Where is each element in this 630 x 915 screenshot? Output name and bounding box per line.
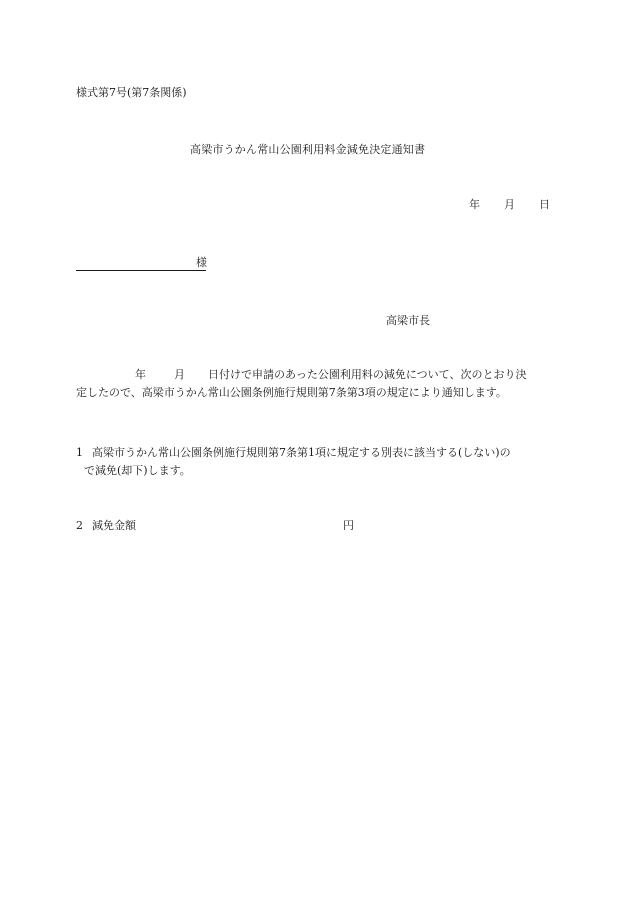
list-item xyxy=(76,444,554,480)
date-day-label: 日 xyxy=(539,198,550,211)
exemption-amount-unit: 円 xyxy=(343,519,354,532)
item-text-line1: 高梁市うかん常山公園条例施行規則第7条第1項に規定する別表に該当する(しない)の xyxy=(92,446,511,459)
body-text-line1: 日付けで申請のあった公園利用料の減免について、次のとおり決 xyxy=(208,368,527,381)
addressee-honorific: 様 xyxy=(196,256,207,269)
document-title: 高梁市うかん常山公園利用料金減免決定通知書 xyxy=(190,143,426,156)
list-item xyxy=(76,519,136,532)
date-month-label: 月 xyxy=(504,198,515,211)
exemption-amount-label: 減免金額 xyxy=(92,519,136,532)
addressee-name-line xyxy=(76,256,206,271)
item-text-line2: で減免(却下)します。 xyxy=(84,464,191,477)
date-year-label: 年 xyxy=(469,198,480,211)
notice-body-paragraph xyxy=(76,366,554,402)
body-text-line2: 定したので、高梁市うかん常山公園条例施行規則第7条第3項の規定により通知します。 xyxy=(76,386,507,399)
body-month-label: 月 xyxy=(174,368,185,381)
issuer-name: 高梁市長 xyxy=(386,314,430,327)
item-number: 1 xyxy=(76,446,83,459)
form-number: 様式第7号(第7条関係) xyxy=(76,86,187,99)
item-number: 2 xyxy=(76,519,83,532)
body-year-label: 年 xyxy=(135,368,146,381)
